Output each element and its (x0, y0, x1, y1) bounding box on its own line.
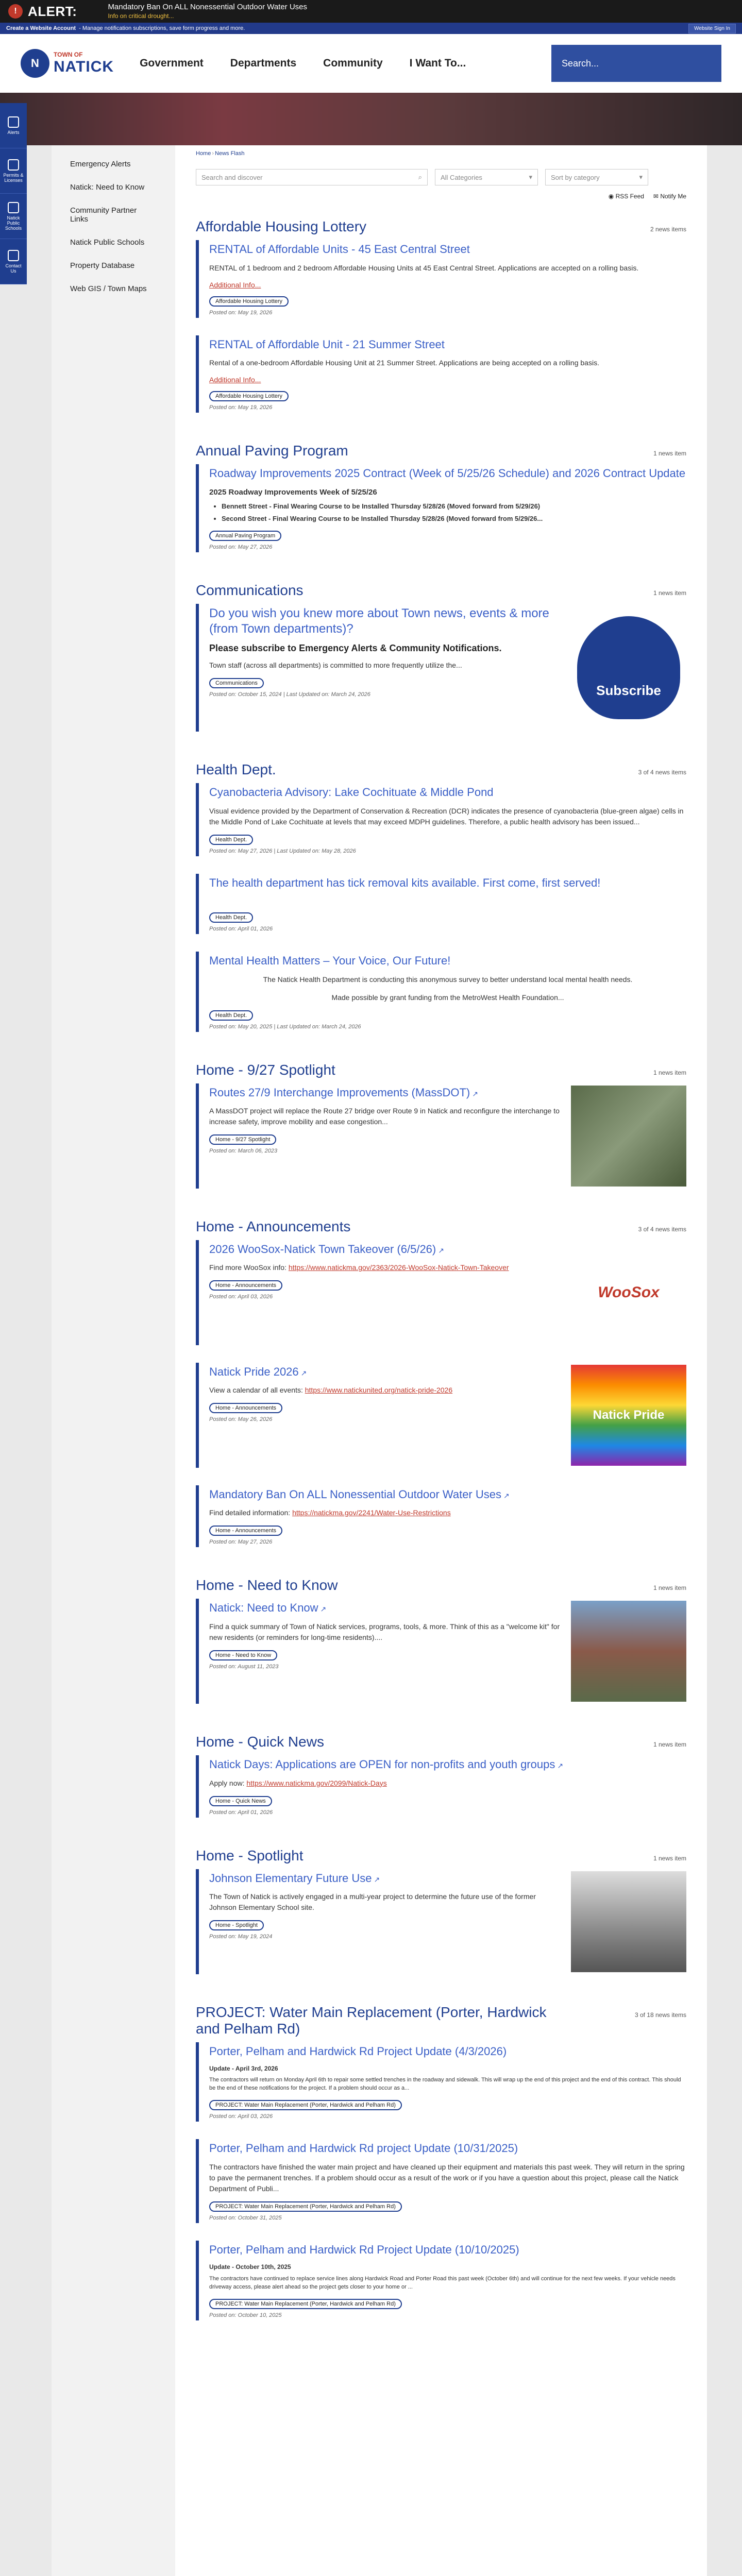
category-tag[interactable]: Communications (209, 678, 264, 688)
news-item (196, 1240, 686, 1345)
additional-info-link[interactable]: Additional Info... (209, 280, 261, 289)
section-paving (196, 443, 686, 552)
news-item (196, 2241, 686, 2320)
water-restrictions-link[interactable]: https://natickma.gov/2241/Water-Use-Restrictions (292, 1509, 451, 1517)
category-tag[interactable]: Affordable Housing Lottery (209, 296, 289, 307)
category-tag[interactable]: Affordable Housing Lottery (209, 391, 289, 401)
section-need-to-know (196, 1577, 686, 1704)
alert-bar[interactable] (0, 0, 742, 23)
news-item (196, 874, 686, 935)
sidebar-item-gis-maps[interactable]: Web GIS / Town Maps (70, 284, 147, 293)
category-tag[interactable]: Home - 9/27 Spotlight (209, 1134, 276, 1145)
section-spotlight (196, 1848, 686, 1974)
alert-label: ALERT: (28, 3, 77, 19)
sidebar-item-property-database[interactable]: Property Database (70, 261, 135, 270)
section-count: 2 news items (650, 226, 686, 233)
section-water-main (196, 2004, 686, 2320)
section-quick-news (196, 1734, 686, 1818)
bullet-item: • Bennett Street - Final Wearing Course to be Installed Thursday 5/28/26 (Moved forward from 5/29/26) (222, 501, 686, 512)
section-title: Communications (196, 582, 303, 598)
category-tag[interactable]: Home - Need to Know (209, 1650, 277, 1660)
breadcrumb: Home › News Flash (196, 150, 245, 157)
news-item-text: Visual evidence provided by the Department of Conservation & Recreation (DCR) indicates the presence of cyanobacteria (blue-green algae) cells in the Middle Pond of Lake Cochituate at levels that may exceed MDPH guidelines. Therefore, a public health advisory has been issued... (209, 806, 684, 826)
category-tag[interactable]: Annual Paving Program (209, 531, 281, 541)
alert-messages[interactable] (108, 3, 307, 20)
news-item (196, 1755, 686, 1818)
news-item-text: A MassDOT project will replace the Route 27 bridge over Route 9 in Natick and reconfigure the interchange to increase safety, improve mobility and ease congestion... (209, 1107, 560, 1126)
bullet-item: • Second Street - Final Wearing Course to be Installed Thursday 5/28/26 (Moved forward from 5/29/26... (222, 514, 686, 524)
sort-select[interactable]: Sort by category ▾ (545, 169, 648, 185)
external-link-icon: ↗ (300, 1368, 307, 1377)
category-tag[interactable]: PROJECT: Water Main Replacement (Porter, Hardwick and Pelham Rd) (209, 2100, 402, 2110)
woosox-link[interactable]: https://www.natickma.gov/2363/2026-WooSox-Natick-Town-Takeover (288, 1263, 509, 1272)
external-link-icon: ↗ (320, 1605, 327, 1613)
news-item-title[interactable]: Porter, Pelham and Hardwick Rd Project Update (4/3/2026) (209, 2044, 507, 2058)
section-count: 1 news item (653, 589, 686, 597)
rss-icon: ◉ (608, 193, 616, 200)
search-icon: ⌕ (418, 173, 422, 181)
pride-heart-image[interactable]: Natick Pride (571, 1365, 686, 1466)
news-item-text: Town staff (across all departments) is committed to more frequently utilize the... (209, 661, 462, 669)
interchange-aerial-image[interactable] (571, 1086, 686, 1187)
chevron-down-icon: ▾ (639, 173, 643, 181)
news-item-title[interactable]: Porter, Pelham and Hardwick Rd Project Update (10/10/2025) (209, 2243, 519, 2256)
news-item-title[interactable]: Porter, Pelham and Hardwick Rd project Update (10/31/2025) (209, 2142, 518, 2155)
section-affordable-housing (196, 218, 686, 413)
sidebar-item-community-partner-links[interactable]: Community Partner Links (70, 206, 137, 224)
section-title: Health Dept. (196, 761, 276, 777)
news-item-title[interactable]: The health department has tick removal kits available. First come, first served! (209, 876, 601, 889)
posted-date: Posted on: May 19, 2026 (209, 309, 273, 316)
johnson-school-sketch-image[interactable] (571, 1871, 686, 1972)
news-item-title[interactable]: RENTAL of Affordable Units - 45 East Central Street (209, 243, 470, 256)
school-icon (8, 202, 19, 213)
site-search-input[interactable]: Search... (551, 45, 721, 82)
section-title: Affordable Housing Lottery (196, 218, 367, 234)
section-count: 3 of 18 news items (634, 2011, 686, 2019)
filters (196, 169, 686, 185)
category-tag[interactable]: Home - Announcements (209, 1526, 282, 1536)
main-content (175, 145, 707, 2576)
section-count: 3 of 4 news items (638, 1225, 686, 1233)
section-announcements (196, 1218, 686, 1548)
news-item (196, 1485, 686, 1548)
news-item-title[interactable]: Roadway Improvements 2025 Contract (Week of 5/25/26 Schedule) and 2026 Contract Update (209, 467, 686, 480)
section-title: Home - Spotlight (196, 1847, 303, 1863)
news-item-title[interactable]: Do you wish you knew more about Town news, events & more (from Town departments)? (209, 606, 549, 636)
logo-small-text: TOWN OF (54, 51, 83, 58)
quick-rail (0, 103, 27, 284)
rail-schools[interactable]: Natick Public Schools (0, 194, 27, 239)
news-item (196, 952, 686, 1032)
news-item-text-2: Made possible by grant funding from the MetroWest Health Foundation... (331, 993, 564, 1002)
bell-icon: ✉ (653, 193, 661, 200)
alert-title[interactable]: Mandatory Ban On ALL Nonessential Outdoor Water Uses (108, 3, 308, 12)
posted-date: Posted on: April 03, 2026 (209, 1294, 273, 1300)
news-item-title[interactable]: Mandatory Ban On ALL Nonessential Outdoor Water Uses ↗ (209, 1487, 510, 1501)
news-item-subheading: Please subscribe to Emergency Alerts & Community Notifications. (209, 643, 502, 653)
section-count: 1 news item (653, 1854, 686, 1862)
section-spotlight-927 (196, 1062, 686, 1189)
news-item-title[interactable]: Johnson Elementary Future Use ↗ (209, 1871, 380, 1885)
news-item-title[interactable]: Routes 27/9 Interchange Improvements (MassDOT) ↗ (209, 1086, 478, 1099)
posted-date: Posted on: April 01, 2026 (209, 1809, 273, 1816)
news-item (196, 783, 686, 856)
chevron-down-icon: ▾ (529, 173, 532, 181)
logo-big-text: NATICK (54, 58, 114, 75)
site-header (0, 34, 742, 93)
news-item (196, 1083, 686, 1189)
section-communications (196, 582, 686, 732)
posted-date: Posted on: May 19, 2024 (209, 1934, 273, 1940)
news-item-text: The contractors have finished the water main project and have cleaned up their equipment and materials this past week. They will return in the spring to pave the permanent trenches. If a problem should occur as a result of the work or if you have a question about this project, please call the Natick Department of Publi... (209, 2162, 685, 2193)
section-title: Home - Need to Know (196, 1577, 338, 1593)
section-health (196, 761, 686, 1032)
nav-i-want-to[interactable]: I Want To... (409, 57, 466, 69)
woosox-logo-image[interactable]: WooSox (571, 1242, 686, 1343)
news-item-text: Find detailed information: (209, 1509, 291, 1517)
sidebar (52, 145, 175, 2576)
news-item-title[interactable]: Natick Pride 2026 ↗ (209, 1365, 307, 1378)
category-tag[interactable]: PROJECT: Water Main Replacement (Porter, Hardwick and Pelham Rd) (209, 2299, 402, 2309)
category-tag[interactable]: Health Dept. (209, 835, 253, 845)
news-item-text: The contractors have continued to replace service lines along Hardwick Road and Porter Road this past week (October 6th) and will continue for the next few weeks. If your vehicle needs driveway access, please alert ahead so the project gets closer to your home or ... (209, 2275, 676, 2290)
nav-community[interactable]: Community (323, 57, 383, 69)
create-account-link[interactable]: Create a Website Account (6, 25, 76, 31)
posted-date: Posted on: May 27, 2026 (209, 544, 273, 550)
nav-government[interactable]: Government (140, 57, 204, 69)
section-count: 1 news item (653, 1584, 686, 1591)
news-item-heading: Update - October 10th, 2025 (209, 2263, 291, 2271)
news-item (196, 335, 686, 413)
posted-date: Posted on: March 06, 2023 (209, 1148, 278, 1154)
breadcrumb-home[interactable]: Home (196, 150, 211, 157)
posted-date: Posted on: October 31, 2025 (209, 2214, 282, 2221)
section-title: Home - 9/27 Spotlight (196, 1061, 335, 1078)
news-item-text: Find a quick summary of Town of Natick services, programs, tools, & more. Think of this as a "welcome kit" for new residents (or reminders for long-time residents).... (209, 1622, 560, 1641)
alerts-icon (8, 116, 19, 128)
news-item-heading: 2025 Roadway Improvements Week of 5/25/26 (209, 487, 377, 497)
category-tag[interactable]: Health Dept. (209, 912, 253, 923)
news-item (196, 2139, 686, 2223)
news-item-text: RENTAL of 1 bedroom and 2 bedroom Affordable Housing Units at 45 East Central Street. Applications are accepted on a rolling basis. (209, 263, 639, 272)
news-item-title[interactable]: Natick: Need to Know ↗ (209, 1601, 327, 1614)
news-item-text: The Natick Health Department is conducting this anonymous survey to better understand local mental health needs. (263, 975, 633, 984)
news-item-text: View a calendar of all events: (209, 1386, 303, 1394)
section-title: Home - Announcements (196, 1218, 351, 1234)
rail-contact[interactable]: Contact Us (0, 239, 27, 284)
category-tag[interactable]: Home - Quick News (209, 1796, 272, 1806)
account-bar (0, 23, 742, 34)
main-nav (140, 57, 551, 70)
news-item (196, 2042, 686, 2122)
permits-icon (8, 159, 19, 171)
alert-icon: ! (8, 4, 23, 19)
alert-subtitle[interactable]: Info on critical drought... (108, 12, 174, 20)
section-title: Annual Paving Program (196, 443, 348, 459)
news-item (196, 240, 686, 318)
content-wrapper (0, 145, 742, 2576)
news-item (196, 604, 686, 732)
posted-date: Posted on: May 26, 2026 (209, 1416, 273, 1422)
external-link-icon: ↗ (557, 1761, 564, 1770)
news-item (196, 1599, 686, 1704)
news-item-text: Apply now: (209, 1778, 245, 1787)
contact-icon (8, 250, 19, 261)
external-link-icon: ↗ (438, 1246, 444, 1255)
news-item-text: The Town of Natick is actively engaged in a multi-year project to determine the future use of the former Johnson Elementary School site. (209, 1892, 536, 1911)
posted-date: Posted on: May 27, 2026 | Last Updated on: May 28, 2026 (209, 848, 356, 854)
posted-date: Posted on: May 19, 2026 (209, 404, 273, 411)
posted-date: Posted on: May 27, 2026 (209, 1539, 273, 1545)
news-item-text: Find more WooSox info: (209, 1263, 286, 1272)
category-tag[interactable]: Health Dept. (209, 1010, 253, 1021)
section-count: 1 news item (653, 1069, 686, 1076)
external-link-icon: ↗ (374, 1875, 380, 1884)
news-item-heading: Update - April 3rd, 2026 (209, 2065, 278, 2072)
section-title: PROJECT: Water Main Replacement (Porter, Hardwick and Pelham Rd) (196, 2004, 547, 2037)
bell-icon: Subscribe (577, 616, 680, 719)
subscribe-bell-image[interactable] (571, 606, 686, 730)
sidebar-item-public-schools[interactable]: Natick Public Schools (70, 238, 145, 247)
external-link-icon: ↗ (472, 1089, 478, 1098)
external-link-icon: ↗ (503, 1491, 510, 1500)
posted-date: Posted on: October 10, 2025 (209, 2312, 282, 2318)
posted-date: Posted on: October 15, 2024 | Last Updated on: March 24, 2026 (209, 691, 370, 698)
breadcrumb-current[interactable]: News Flash (215, 150, 245, 157)
news-item (196, 464, 686, 552)
nav-departments[interactable]: Departments (230, 57, 297, 69)
account-bar-text: - Manage notification subscriptions, save form progress and more. (79, 25, 245, 31)
section-count: 3 of 4 news items (638, 769, 686, 776)
sidebar-item-emergency-alerts[interactable]: Emergency Alerts (70, 160, 131, 168)
posted-date: Posted on: May 20, 2025 | Last Updated on: March 24, 2026 (209, 1023, 361, 1030)
category-select[interactable]: All Categories ▾ (435, 169, 538, 185)
notify-me-link[interactable]: ✉ Notify Me (653, 193, 686, 200)
news-item (196, 1363, 686, 1468)
posted-date: Posted on: April 03, 2026 (209, 2113, 273, 2120)
category-tag[interactable]: Home - Announcements (209, 1280, 282, 1291)
pride-link[interactable]: https://www.natickunited.org/natick-pride-2026 (305, 1386, 453, 1394)
additional-info-link[interactable]: Additional Info... (209, 376, 261, 384)
news-item-title[interactable]: Natick Days: Applications are OPEN for non-profits and youth groups ↗ (209, 1758, 564, 1771)
news-search-input[interactable]: Search and discover ⌕ (196, 169, 428, 185)
natick-days-link[interactable]: https://www.natickma.gov/2099/Natick-Days (246, 1778, 387, 1787)
rail-permits[interactable]: Permits & Licenses (0, 148, 27, 194)
section-count: 1 news item (653, 450, 686, 457)
section-title: Home - Quick News (196, 1734, 324, 1750)
category-tag[interactable]: Home - Spotlight (209, 1920, 264, 1930)
posted-date: Posted on: August 11, 2023 (209, 1663, 279, 1670)
section-count: 1 news item (653, 1741, 686, 1748)
news-item-title[interactable]: Mental Health Matters – Your Voice, Our Future! (209, 954, 451, 967)
site-logo[interactable] (21, 49, 114, 78)
news-item-text: Rental of a one-bedroom Affordable Housing Unit at 21 Summer Street. Applications are being accepted on a rolling basis. (209, 359, 599, 367)
category-tag[interactable]: Home - Announcements (209, 1403, 282, 1413)
posted-date: Posted on: April 01, 2026 (209, 926, 273, 932)
news-item-text: The contractors will return on Monday April 6th to repair some settled trenches in the roadway and sidewalk. This will wrap up the end of this project and the end of this contract. This should be the end of these notifications for the project. If a problem should occur as a... (209, 2077, 681, 2092)
news-item-title[interactable]: 2026 WooSox-Natick Town Takeover (6/5/26) ↗ (209, 1242, 444, 1256)
news-item-title[interactable]: Cyanobacteria Advisory: Lake Cochituate & Middle Pond (209, 786, 494, 799)
news-item (196, 1869, 686, 1974)
natick-seal-icon: N (21, 49, 49, 78)
feed-links (196, 193, 686, 200)
rss-feed-link[interactable]: ◉ RSS Feed (608, 193, 644, 200)
sign-in-button[interactable]: Website Sign In (688, 24, 736, 33)
sidebar-item-need-to-know[interactable]: Natick: Need to Know (70, 183, 145, 192)
town-hall-image[interactable] (571, 1601, 686, 1702)
news-item-title[interactable]: RENTAL of Affordable Unit - 21 Summer Street (209, 337, 445, 351)
category-tag[interactable]: PROJECT: Water Main Replacement (Porter, Hardwick and Pelham Rd) (209, 2201, 402, 2212)
rail-alerts[interactable]: Alerts (0, 103, 27, 148)
